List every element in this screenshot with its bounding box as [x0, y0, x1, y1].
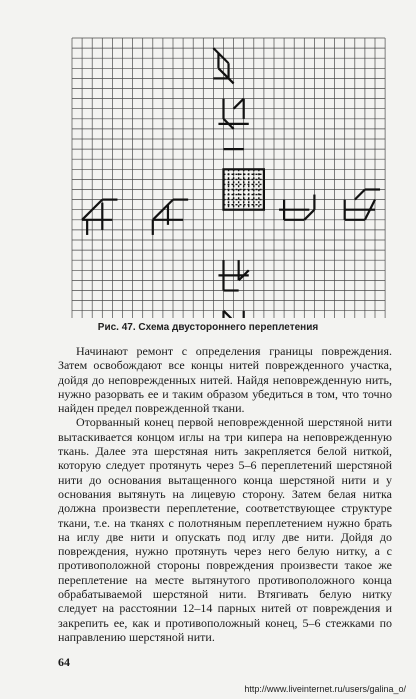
pattern-upper-middle-strands: [234, 99, 244, 109]
body-text: [58, 344, 392, 644]
pattern-top-diagonal-strands: [218, 68, 233, 83]
pattern-top-diagonal-strands: [213, 48, 228, 63]
figure-caption: Рис. 47. Схема двустороннего переплетения: [97, 322, 319, 333]
paragraph-2: Оторванный конец первой неповрежденной шерстяной нити вытаскивается концом иглы на три кипера на неповрежденную ткань. Далее эта шерстяная нить закрепляется белой ниткой, которую следует протянуть через 5–6 переплетений шерстяной нити до основания вытащенного конца шерстяной нити и у основания вытянуть на лицевую сторону. Затем белая нитка должна произвести переплетение, соответствующее структуре ткани, т.е. на тканях с полотняным переплетением нужно брать на иглу две нити и опускать под иглу две нити. Дойдя до повреждения, нужно протянуть через него белую нитку, а с противоположной стороны повреждения произвести такое же переплетение на месте вытянутого противоположного конца обрабатываемой шерстяной нити. Втягивать белую нитку следует на расстоянии 12–14 парных нитей от повреждения и закрепить ее, как и противоположный конец, 5–6 стежками по направлению шерстяной нити.: [58, 415, 392, 644]
paragraph-1: Начинают ремонт с определения границы повреждения. Затем освобождают все концы нитей поврежденного участка, дойдя до неповрежденных нитей. Найдя неповрежденную нить, нужно разорвать ее и таким образом убедиться в том, что точно найден предел поврежденной ткани.: [58, 344, 392, 416]
pattern-right-strand-1: [304, 210, 314, 220]
weave-diagram: [0, 0, 416, 318]
watermark-url: http://www.liveinternet.ru/users/galina_o/: [244, 684, 406, 694]
pattern-bottom-strands: [224, 311, 234, 318]
page-number: 64: [58, 655, 70, 669]
pattern-right-strand-2: [355, 190, 365, 200]
